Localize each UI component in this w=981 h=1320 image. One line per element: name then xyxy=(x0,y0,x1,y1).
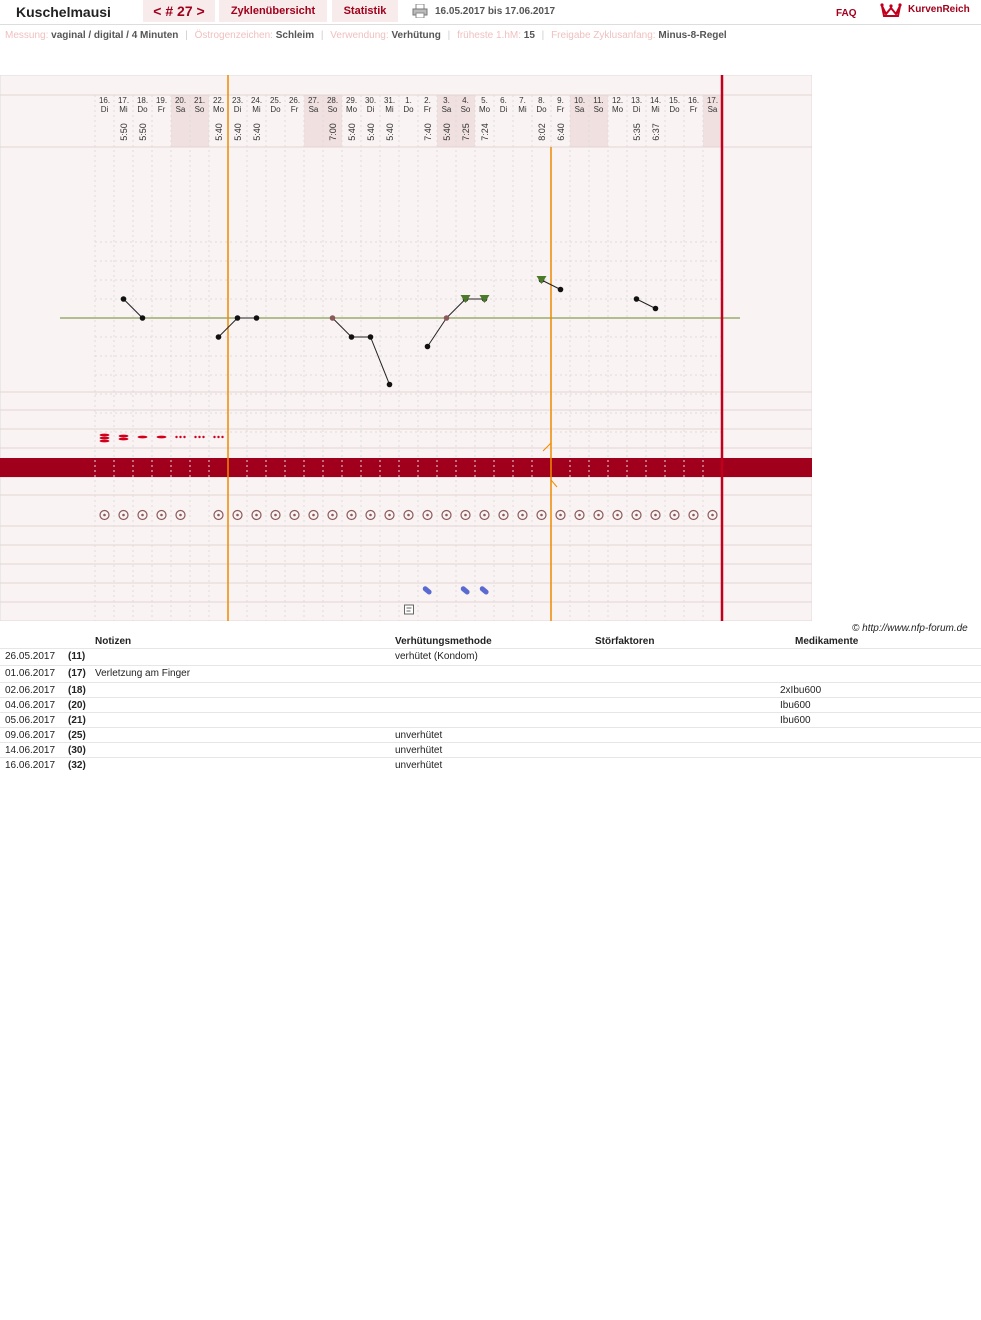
day-weekday: Sa xyxy=(574,105,585,114)
day-header xyxy=(627,96,646,114)
row-meds: Ibu600 xyxy=(780,700,811,711)
measure-time xyxy=(551,118,570,146)
day-weekday: Sa xyxy=(175,105,186,114)
measure-time-value: 5:40 xyxy=(442,123,452,141)
day-date: 4. xyxy=(462,96,469,105)
table-row xyxy=(0,727,981,743)
row-date: 05.06.2017 xyxy=(5,715,56,726)
day-weekday: Sa xyxy=(441,105,452,114)
day-header xyxy=(95,96,114,114)
day-weekday: Di xyxy=(632,105,641,114)
day-weekday: Di xyxy=(499,105,508,114)
day-header xyxy=(171,96,190,114)
usage-value: Verhütung xyxy=(391,30,441,41)
day-weekday: Mo xyxy=(611,105,624,114)
day-weekday: Mi xyxy=(518,105,527,114)
day-weekday: Do xyxy=(403,105,414,114)
day-date: 30. xyxy=(364,96,377,105)
divider xyxy=(0,24,981,25)
day-header xyxy=(304,96,323,114)
th-method: Verhütungsmethode xyxy=(395,636,492,647)
day-header xyxy=(190,96,209,114)
day-date: 27. xyxy=(307,96,320,105)
day-header xyxy=(152,96,171,114)
measure-time xyxy=(475,118,494,146)
date-range: 16.05.2017 bis 17.06.2017 xyxy=(435,6,556,17)
measure-time xyxy=(627,118,646,146)
day-weekday: Mi xyxy=(385,105,394,114)
day-header xyxy=(323,96,342,114)
measure-time xyxy=(342,118,361,146)
day-header xyxy=(342,96,361,114)
day-date: 15. xyxy=(668,96,681,105)
day-date: 21. xyxy=(193,96,206,105)
row-date: 09.06.2017 xyxy=(5,730,56,741)
row-cycle-day: (25) xyxy=(68,730,86,741)
usage-label: Verwendung: xyxy=(330,30,389,41)
day-weekday: Mo xyxy=(345,105,358,114)
day-weekday: Mi xyxy=(651,105,660,114)
copyright[interactable]: © http://www.nfp-forum.de xyxy=(852,623,968,634)
th-meds: Medikamente xyxy=(795,636,859,647)
day-weekday: Fr xyxy=(423,105,432,114)
day-header xyxy=(646,96,665,114)
day-weekday: Do xyxy=(137,105,148,114)
day-date: 16. xyxy=(687,96,700,105)
day-date: 10. xyxy=(573,96,586,105)
measure-value: vaginal / digital / 4 Minuten xyxy=(51,30,179,41)
day-header xyxy=(209,96,228,114)
row-cycle-day: (21) xyxy=(68,715,86,726)
measure-time-value: 5:35 xyxy=(632,123,642,141)
day-date: 2. xyxy=(424,96,431,105)
measure-time-value: 5:40 xyxy=(385,123,395,141)
day-date: 9. xyxy=(557,96,564,105)
day-header xyxy=(266,96,285,114)
measure-label: Messung: xyxy=(5,30,49,41)
cycle-chart xyxy=(0,75,812,621)
measure-time xyxy=(133,118,152,146)
crown-logo-icon[interactable] xyxy=(880,2,902,18)
measure-time-value: 5:40 xyxy=(347,123,357,141)
printer-icon[interactable] xyxy=(412,4,428,18)
brand-name[interactable]: KurvenReich xyxy=(908,4,970,15)
measure-time-value: 5:40 xyxy=(252,123,262,141)
day-date: 8. xyxy=(538,96,545,105)
row-method: verhütet (Kondom) xyxy=(395,651,478,662)
day-weekday: Fr xyxy=(689,105,698,114)
day-weekday: Sa xyxy=(707,105,718,114)
measure-time xyxy=(646,118,665,146)
measure-time xyxy=(380,118,399,146)
earliest-hm-value: 15 xyxy=(523,30,535,41)
day-header xyxy=(247,96,266,114)
day-header xyxy=(437,96,456,114)
day-date: 7. xyxy=(519,96,526,105)
day-weekday: Fr xyxy=(556,105,565,114)
day-date: 19. xyxy=(155,96,168,105)
day-date: 3. xyxy=(443,96,450,105)
measure-time xyxy=(437,118,456,146)
day-date: 24. xyxy=(250,96,263,105)
day-date: 1. xyxy=(405,96,412,105)
measure-time xyxy=(418,118,437,146)
day-date: 23. xyxy=(231,96,244,105)
day-weekday: Di xyxy=(233,105,242,114)
row-cycle-day: (30) xyxy=(68,745,86,756)
release-label: Freigabe Zyklusanfang: xyxy=(551,30,656,41)
day-header xyxy=(380,96,399,114)
row-cycle-day: (11) xyxy=(68,651,86,662)
measure-time-value: 8:02 xyxy=(537,123,547,141)
day-date: 20. xyxy=(174,96,187,105)
day-weekday: So xyxy=(194,105,205,114)
row-method: unverhütet xyxy=(395,745,443,756)
day-weekday: Do xyxy=(536,105,547,114)
top-bar xyxy=(0,0,981,24)
measure-time-value: 6:40 xyxy=(556,123,566,141)
day-date: 18. xyxy=(136,96,149,105)
day-date: 26. xyxy=(288,96,301,105)
measure-time xyxy=(114,118,133,146)
row-date: 14.06.2017 xyxy=(5,745,56,756)
th-disturb: Störfaktoren xyxy=(595,636,655,647)
day-weekday: So xyxy=(460,105,471,114)
day-weekday: Di xyxy=(366,105,375,114)
row-date: 16.06.2017 xyxy=(5,760,56,771)
day-date: 11. xyxy=(593,96,604,105)
day-date: 17. xyxy=(706,96,719,105)
row-date: 01.06.2017 xyxy=(5,668,56,679)
day-weekday: Do xyxy=(669,105,680,114)
day-date: 28. xyxy=(326,96,339,105)
earliest-hm-label: früheste 1.hM: xyxy=(457,30,521,41)
row-date: 26.05.2017 xyxy=(5,651,56,662)
row-note: Verletzung am Finger xyxy=(95,668,191,679)
day-header xyxy=(456,96,475,114)
chart-overlay xyxy=(0,75,812,621)
day-header xyxy=(133,96,152,114)
th-notes: Notizen xyxy=(95,636,132,647)
measure-time-value: 5:50 xyxy=(138,123,148,141)
row-meds: Ibu600 xyxy=(780,715,811,726)
measure-time xyxy=(247,118,266,146)
table-row xyxy=(0,648,981,664)
table-row xyxy=(0,682,981,698)
row-cycle-day: (20) xyxy=(68,700,86,711)
row-date: 04.06.2017 xyxy=(5,700,56,711)
table-row xyxy=(0,757,981,773)
faq-link[interactable]: FAQ xyxy=(836,8,857,19)
day-header xyxy=(361,96,380,114)
measure-time-value: 5:50 xyxy=(119,123,129,141)
day-header xyxy=(703,96,722,114)
day-date: 13. xyxy=(630,96,643,105)
tab-cycle-overview[interactable]: Zyklenübersicht xyxy=(219,0,327,22)
day-weekday: Di xyxy=(100,105,109,114)
day-weekday: So xyxy=(593,105,604,114)
measure-time xyxy=(532,118,551,146)
day-header xyxy=(418,96,437,114)
day-date: 6. xyxy=(500,96,507,105)
row-method: unverhütet xyxy=(395,760,443,771)
day-header xyxy=(513,96,532,114)
measure-time xyxy=(361,118,380,146)
day-date: 29. xyxy=(345,96,358,105)
day-weekday: Sa xyxy=(308,105,319,114)
day-header xyxy=(665,96,684,114)
day-weekday: Do xyxy=(270,105,281,114)
row-date: 02.06.2017 xyxy=(5,685,56,696)
day-header xyxy=(114,96,133,114)
row-method: unverhütet xyxy=(395,730,443,741)
day-header xyxy=(285,96,304,114)
row-cycle-day: (32) xyxy=(68,760,86,771)
table-row xyxy=(0,742,981,758)
release-value: Minus-8-Regel xyxy=(658,30,727,41)
day-header xyxy=(608,96,627,114)
estrogen-value: Schleim xyxy=(275,30,315,41)
day-date: 17. xyxy=(117,96,130,105)
tab-statistics[interactable]: Statistik xyxy=(332,0,398,22)
day-date: 22. xyxy=(212,96,225,105)
day-header xyxy=(399,96,418,114)
row-cycle-day: (18) xyxy=(68,685,86,696)
measure-time-value: 7:25 xyxy=(461,123,471,141)
measure-time xyxy=(323,118,342,146)
measure-time xyxy=(209,118,228,146)
row-cycle-day: (17) xyxy=(68,668,86,679)
measure-time-value: 5:40 xyxy=(214,123,224,141)
day-header xyxy=(570,96,589,114)
day-weekday: Fr xyxy=(290,105,299,114)
estrogen-label: Östrogenzeichen: xyxy=(194,30,273,41)
table-row xyxy=(0,697,981,713)
row-meds: 2xIbu600 xyxy=(780,685,822,696)
measure-time xyxy=(228,118,247,146)
day-weekday: Mo xyxy=(478,105,491,114)
measure-time-value: 5:40 xyxy=(233,123,243,141)
day-header xyxy=(532,96,551,114)
day-header xyxy=(684,96,703,114)
measure-time-value: 7:40 xyxy=(423,123,433,141)
day-date: 16. xyxy=(98,96,111,105)
day-date: 5. xyxy=(481,96,488,105)
day-weekday: Fr xyxy=(157,105,166,114)
measure-time-value: 5:40 xyxy=(366,123,376,141)
measure-time-value: 6:37 xyxy=(651,123,661,141)
day-weekday: So xyxy=(327,105,338,114)
table-row xyxy=(0,665,981,681)
day-header xyxy=(475,96,494,114)
day-header xyxy=(551,96,570,114)
measure-time-value: 7:24 xyxy=(480,123,490,141)
user-name: Kuschelmausi xyxy=(16,4,111,20)
day-date: 14. xyxy=(649,96,662,105)
day-date: 25. xyxy=(269,96,282,105)
day-header xyxy=(494,96,513,114)
day-header xyxy=(228,96,247,114)
day-date: 31. xyxy=(383,96,396,105)
cycle-navigation[interactable]: < # 27 > xyxy=(143,0,215,22)
measure-time xyxy=(456,118,475,146)
day-weekday: Mi xyxy=(119,105,128,114)
day-weekday: Mi xyxy=(252,105,261,114)
settings-info-row: Messung: vaginal / digital / 4 Minuten | Östrogenzeichen: Schleim | Verwendung: Verhütung | früheste 1.hM: 15 | Freigabe Zyklusanfang: Minus-8-Regel xyxy=(5,30,727,41)
measure-time-value: 7:00 xyxy=(328,123,338,141)
table-row xyxy=(0,712,981,728)
day-date: 12. xyxy=(611,96,624,105)
day-header xyxy=(589,96,608,114)
day-weekday: Mo xyxy=(212,105,225,114)
